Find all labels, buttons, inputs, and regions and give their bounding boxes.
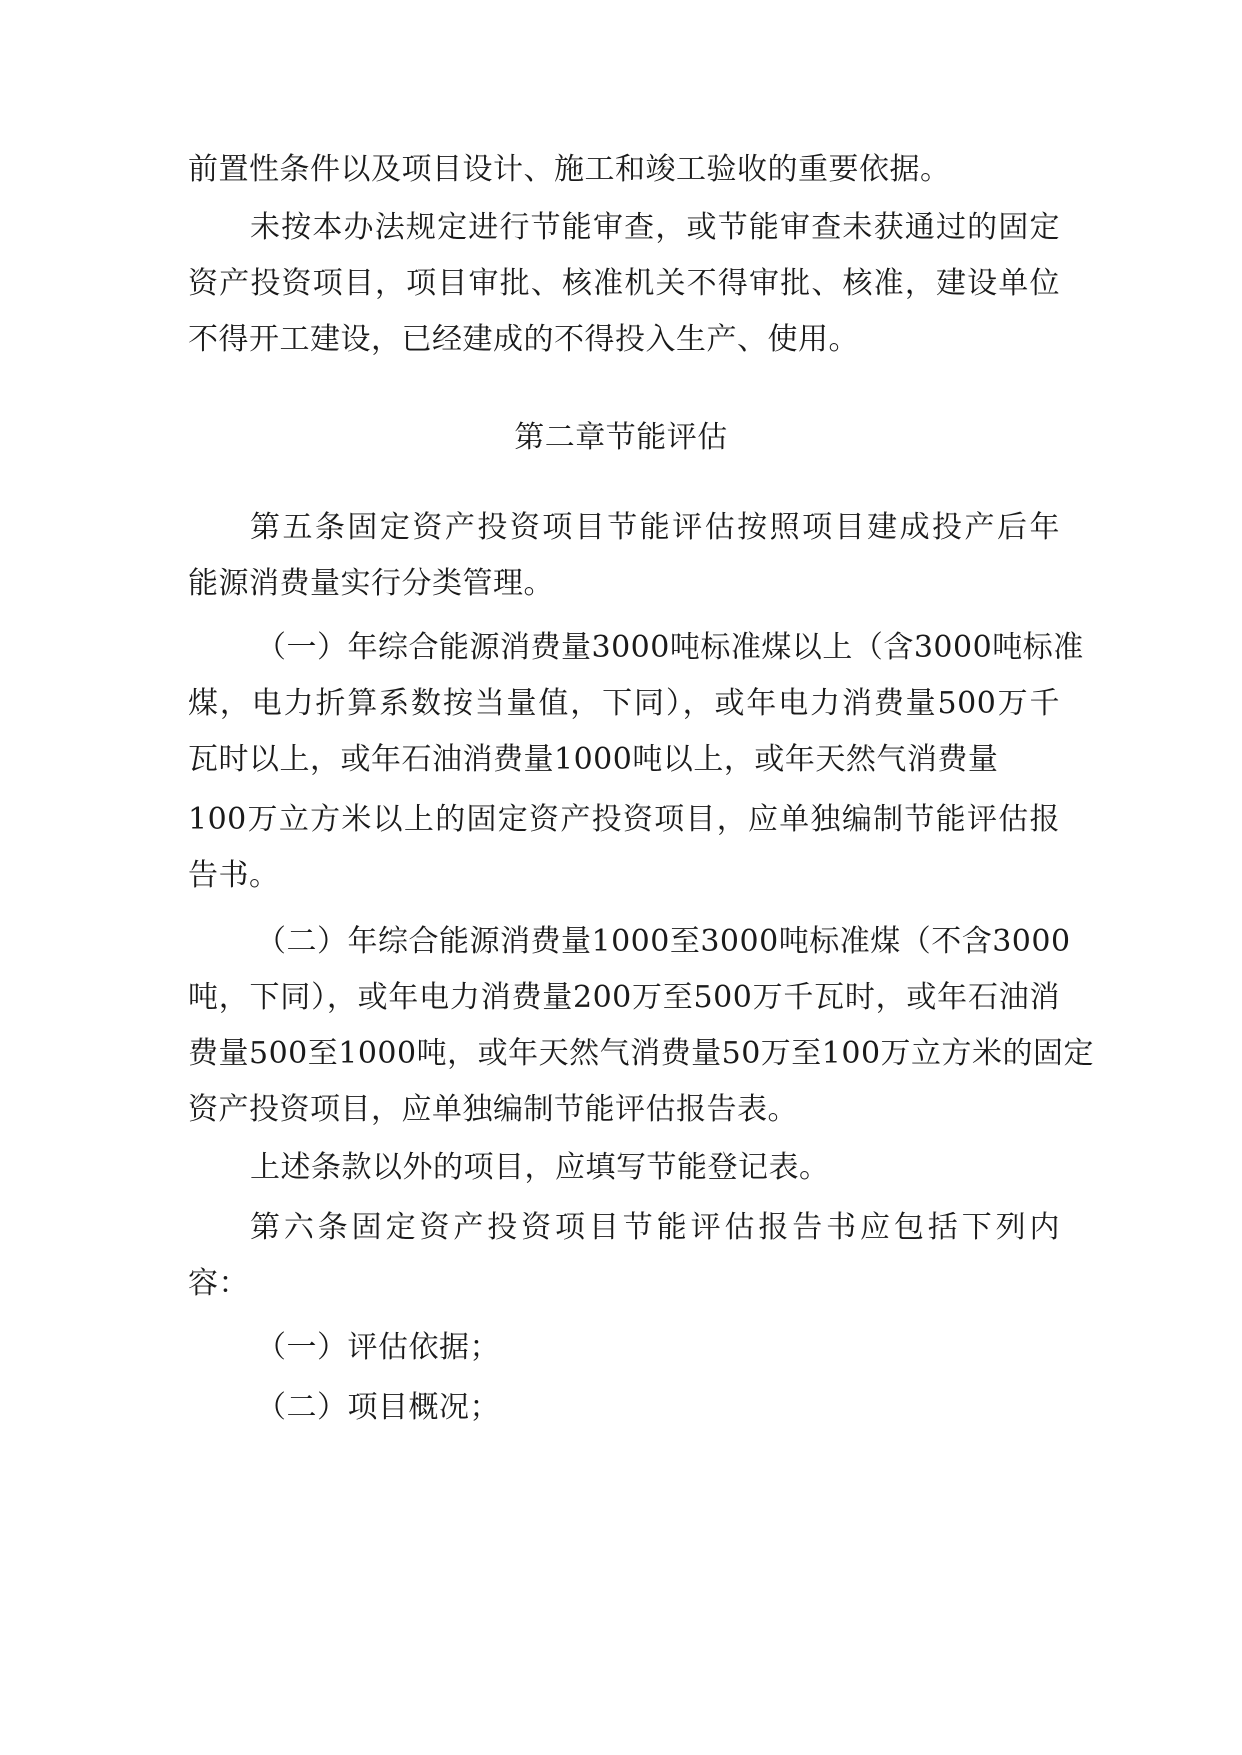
list-item: （二）项目概况； xyxy=(256,1390,500,1425)
clause-line: 100万立方米以上的固定资产投资项目，应单独编制节能评估报 xyxy=(188,802,1060,837)
paragraph-line: 上述条款以外的项目，应填写节能登记表。 xyxy=(250,1150,830,1185)
clause-line: 瓦时以上，或年石油消费量1000吨以上，或年天然气消费量 xyxy=(188,742,999,777)
clause-line: 告书。 xyxy=(188,858,280,893)
paragraph-line: 不得开工建设，已经建成的不得投入生产、使用。 xyxy=(188,322,859,357)
article-line: 容： xyxy=(188,1266,249,1301)
clause-line: 煤，电力折算系数按当量值，下同），或年电力消费量500万千 xyxy=(188,686,1060,721)
list-item: （一）评估依据； xyxy=(256,1330,500,1365)
clause-line: （二）年综合能源消费量1000至3000吨标准煤（不含3000 xyxy=(256,924,1071,959)
paragraph-line: 未按本办法规定进行节能审查，或节能审查未获通过的固定 xyxy=(250,210,1060,245)
article-line: 第六条固定资产投资项目节能评估报告书应包括下列内 xyxy=(250,1210,1060,1245)
chapter-heading: 第二章节能评估 xyxy=(514,420,728,455)
paragraph-line: 资产投资项目，项目审批、核准机关不得审批、核准，建设单位 xyxy=(188,266,1060,301)
article-line: 能源消费量实行分类管理。 xyxy=(188,566,554,601)
paragraph-continuation: 前置性条件以及项目设计、施工和竣工验收的重要依据。 xyxy=(188,152,951,187)
clause-line: 资产投资项目，应单独编制节能评估报告表。 xyxy=(188,1092,798,1127)
article-line: 第五条固定资产投资项目节能评估按照项目建成投产后年 xyxy=(250,510,1060,545)
clause-line: （一）年综合能源消费量3000吨标准煤以上（含3000吨标准 xyxy=(256,630,1084,665)
clause-line: 吨，下同），或年电力消费量200万至500万千瓦时，或年石油消 xyxy=(188,980,1060,1015)
clause-line: 费量500至1000吨，或年天然气消费量50万至100万立方米的固定 xyxy=(188,1036,1095,1071)
